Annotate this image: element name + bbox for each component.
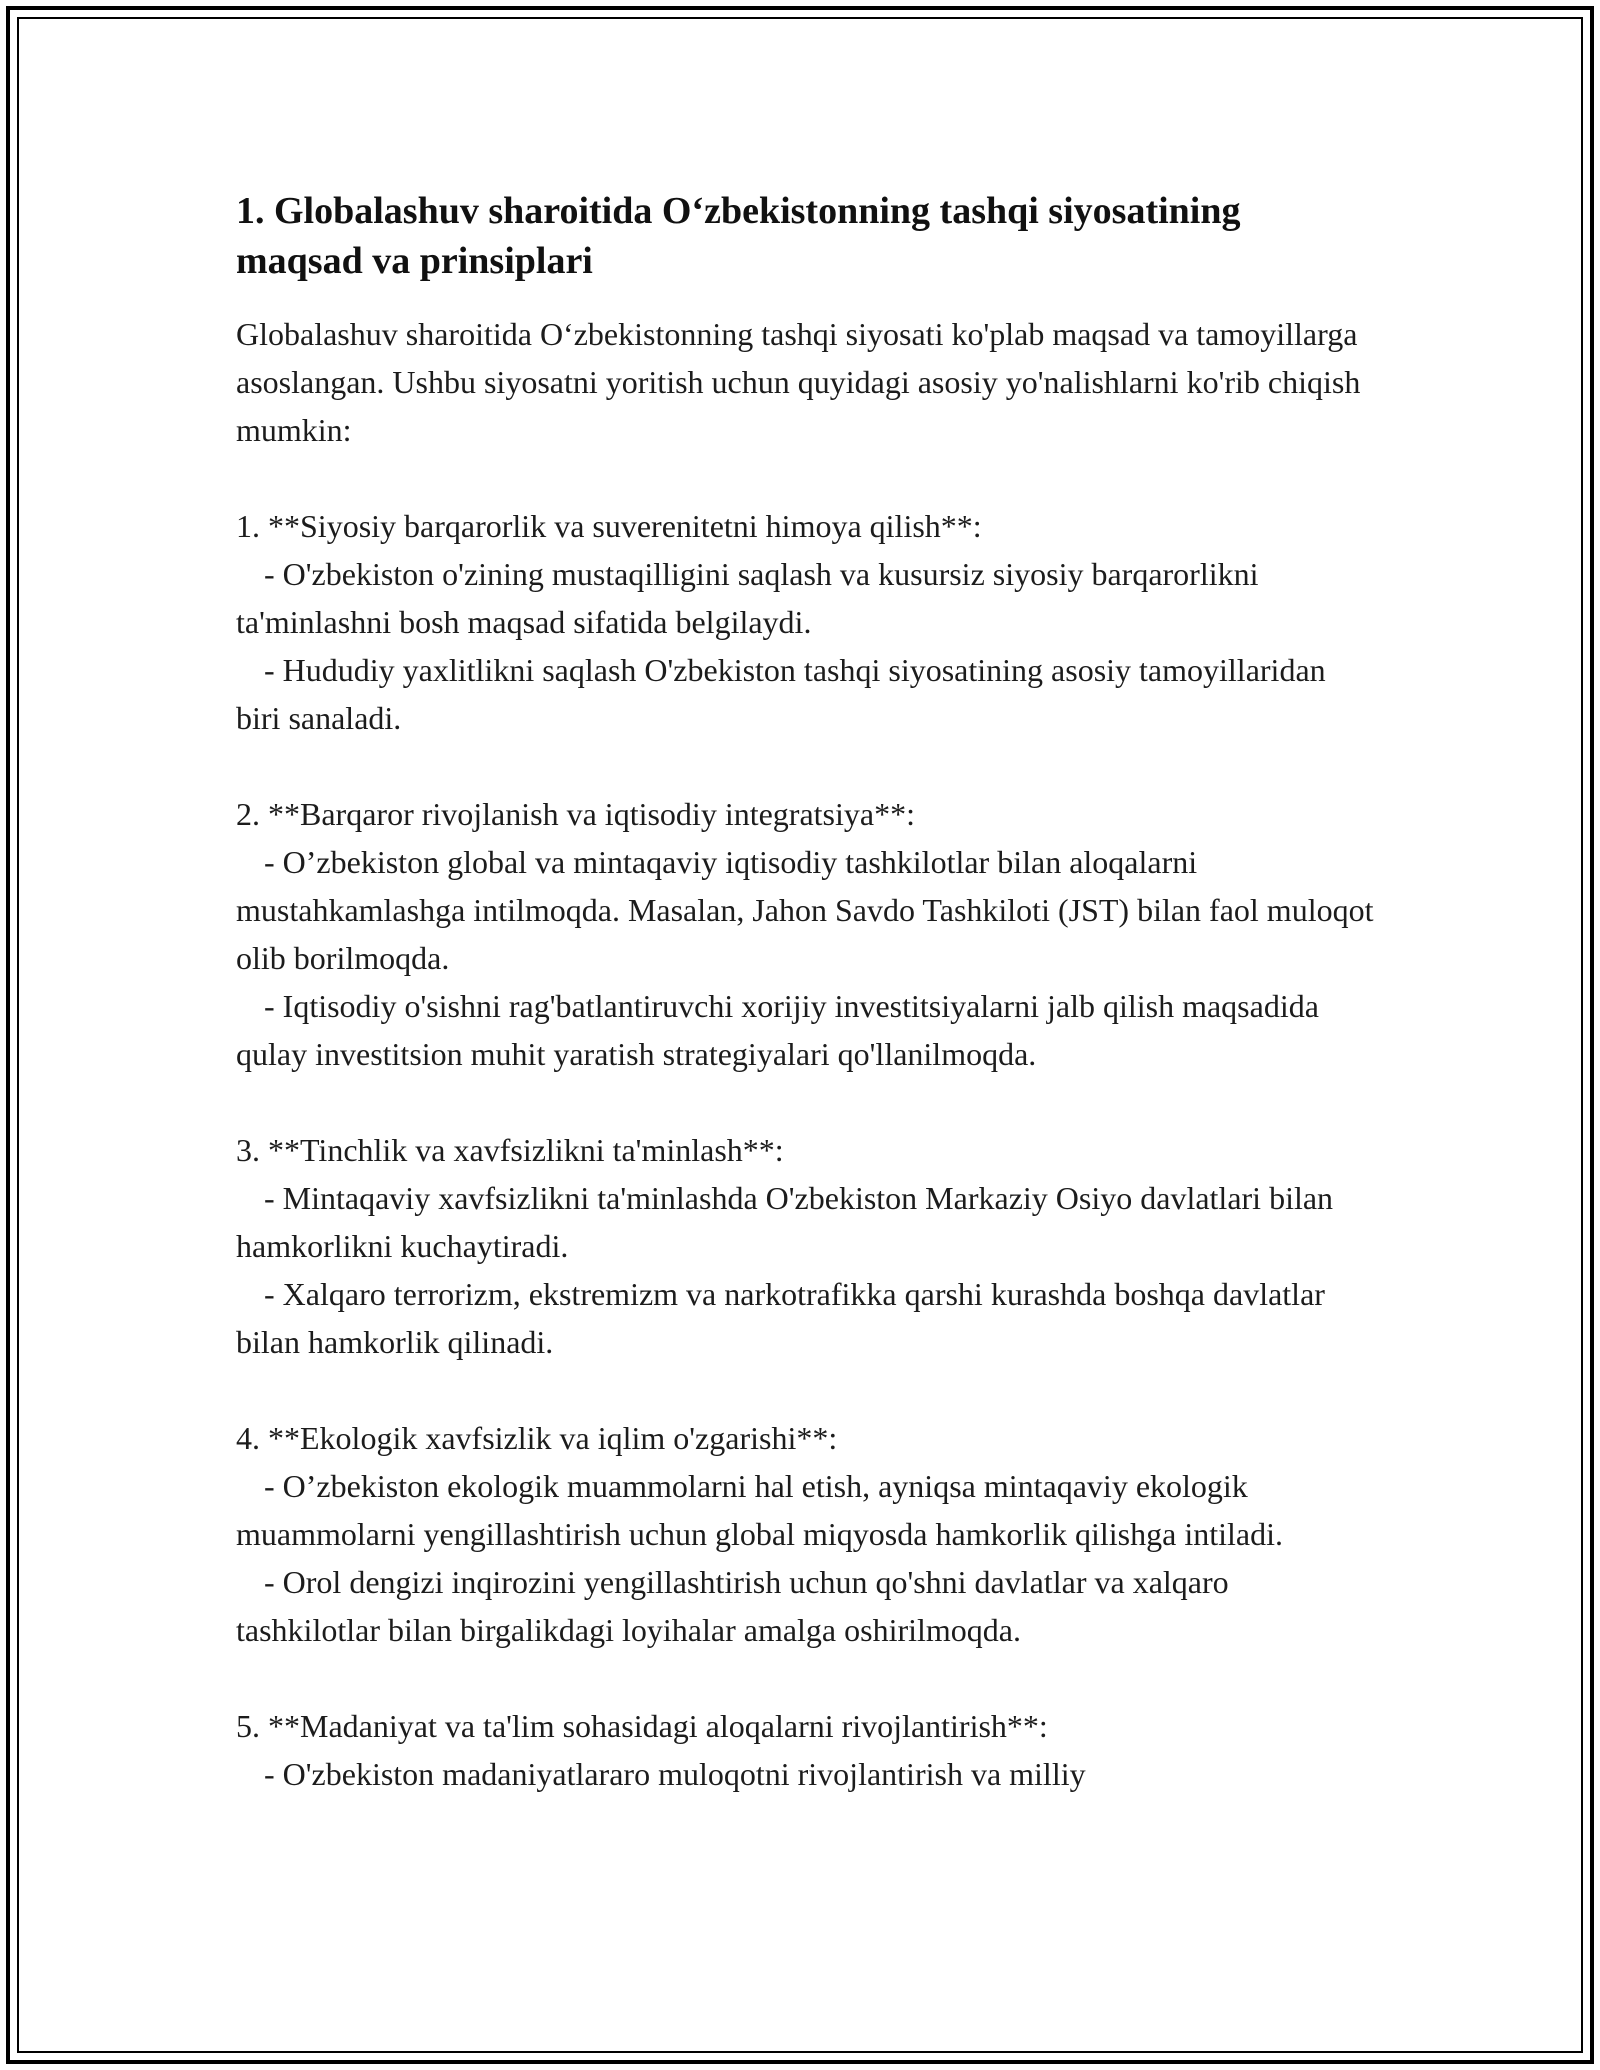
section-heading: 1. Globalashuv sharoitida O‘zbekistonning tashqi siyosatining maqsad va prinsiplari (236, 190, 1241, 282)
list-item (236, 1558, 1376, 1654)
list-item-text: - O'zbekiston madaniyatlararo muloqotni rivojlantirish va milliy (264, 1756, 1086, 1792)
list-item-text: - Xalqaro terrorizm, ekstremizm va narkotrafikka qarshi kurashda boshqa davlatlar bilan hamkorlik qilinadi. (236, 1276, 1333, 1360)
list-item (236, 646, 1376, 742)
list-item-text: - Hududiy yaxlitlikni saqlash O'zbekiston tashqi siyosatining asosiy tamoyillaridan biri sanaladi. (236, 652, 1334, 736)
list-item-text: - O’zbekiston global va mintaqaviy iqtisodiy tashkilotlar bilan aloqalarni mustahkamlashga intilmoqda. Masalan, Jahon Savdo Tashkiloti (JST) bilan faol muloqot olib borilmoqda. (236, 844, 1382, 976)
list-section-3 (236, 1126, 1376, 1366)
list-item (236, 1750, 1376, 1798)
list-section-title: 3. **Tinchlik va xavfsizlikni ta'minlash**: (236, 1132, 784, 1168)
list-section-title: 4. **Ekologik xavfsizlik va iqlim o'zgarishi**: (236, 1420, 838, 1456)
paragraph-gap (236, 454, 1376, 502)
paragraph-gap (236, 1654, 1376, 1702)
list-item-text: - Mintaqaviy xavfsizlikni ta'minlashda O'zbekiston Markaziy Osiyo davlatlari bilan hamkorlikni kuchaytiradi. (236, 1180, 1342, 1264)
paragraph-gap (236, 1366, 1376, 1414)
list-item-text: - O’zbekiston ekologik muammolarni hal etish, ayniqsa mintaqaviy ekologik muammolarni yengillashtirish uchun global miqyosda hamkorlik qilishga intiladi. (236, 1468, 1283, 1552)
list-section-title: 5. **Madaniyat va ta'lim sohasidagi aloqalarni rivojlantirish**: (236, 1708, 1048, 1744)
list-section-title: 1. **Siyosiy barqarorlik va suverenitetni himoya qilish**: (236, 508, 982, 544)
list-item-text: - Orol dengizi inqirozini yengillashtirish uchun qo'shni davlatlar va xalqaro tashkilotlar bilan birgalikdagi loyihalar amalga oshirilmoqda. (236, 1564, 1237, 1648)
paragraph-gap (236, 1078, 1376, 1126)
intro-paragraph: Globalashuv sharoitida O‘zbekistonning tashqi siyosati ko'plab maqsad va tamoyillarga asoslangan. Ushbu siyosatni yoritish uchun quyidagi asosiy yo'nalishlarni ko'rib chiqish mumkin: (236, 316, 1369, 448)
list-section-1 (236, 502, 1376, 742)
list-item (236, 1462, 1376, 1558)
list-item (236, 550, 1376, 646)
list-item (236, 1174, 1376, 1270)
list-item-text: - Iqtisodiy o'sishni rag'batlantiruvchi xorijiy investitsiyalarni jalb qilish maqsadida qulay investitsion muhit yaratish strategiyalari qo'llanilmoqda. (236, 988, 1327, 1072)
list-section-title: 2. **Barqaror rivojlanish va iqtisodiy integratsiya**: (236, 796, 915, 832)
list-item (236, 1270, 1376, 1366)
list-item-text: - O'zbekiston o'zining mustaqilligini saqlash va kusursiz siyosiy barqarorlikni ta'minlashni bosh maqsad sifatida belgilaydi. (236, 556, 1267, 640)
list-section-2 (236, 790, 1382, 1078)
list-section-5 (236, 1702, 1376, 1798)
paragraph-gap (236, 742, 1376, 790)
list-item (236, 982, 1376, 1078)
document-content (236, 186, 1382, 1798)
list-section-4 (236, 1414, 1376, 1654)
list-item (236, 838, 1382, 982)
